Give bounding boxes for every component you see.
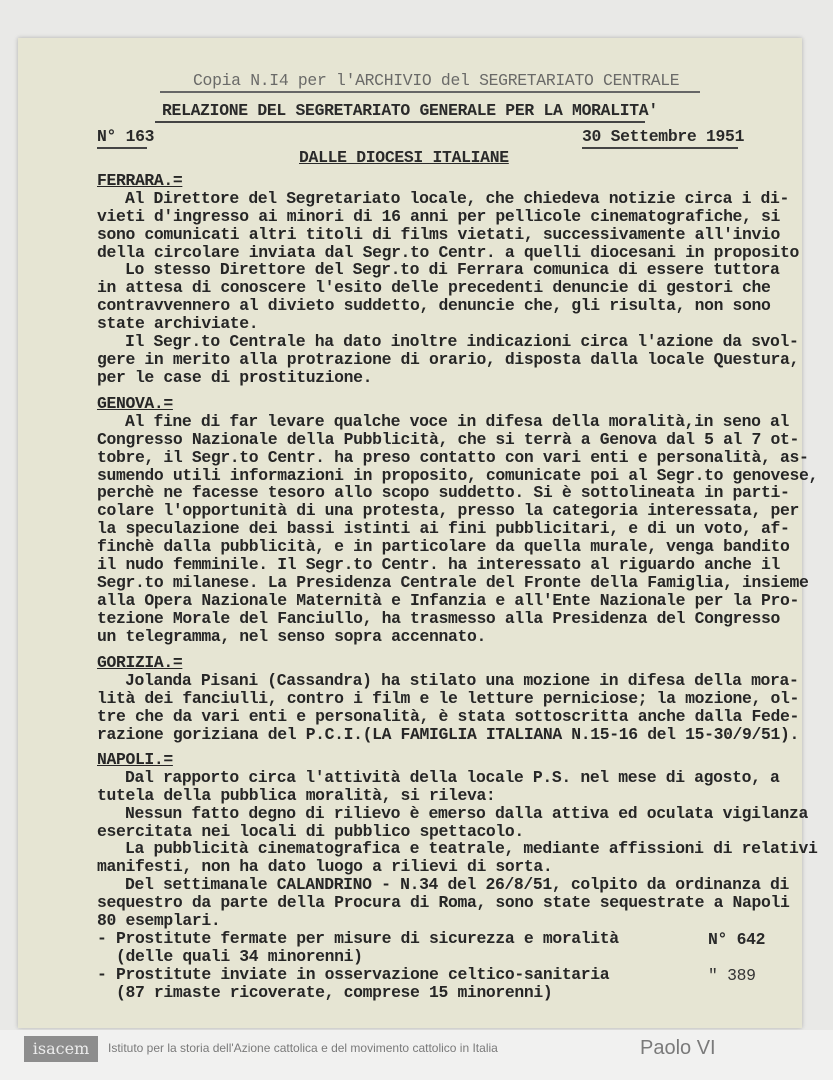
- text-line: contravvennero al divieto suddetto, denuncie che, gli risulta, non sono: [97, 296, 771, 316]
- text-line: alla Opera Nazionale Maternità e Infanzia e all'Ente Nazionale per la Pro-: [97, 590, 799, 610]
- text-line: esercitata nei locali di pubblico spettacolo.: [97, 821, 524, 841]
- text-line: colare l'opportunità di una protesta, presso la categoria interessata, per: [97, 501, 799, 521]
- document-number: N° 163: [97, 127, 155, 146]
- text-line: Jolanda Pisani (Cassandra) ha stilato una mozione in difesa della mora-: [125, 670, 799, 690]
- text-line: - Prostitute inviate in osservazione celtico-sanitaria: [97, 964, 610, 984]
- text-line: state archiviate.: [97, 314, 259, 334]
- archive-logo: [24, 1036, 98, 1062]
- section-heading: NAPOLI.=: [97, 750, 173, 769]
- text-line: in attesa di conoscere l'esito delle precedenti denuncie di gestori che: [97, 278, 771, 298]
- text-line: gere in merito alla protrazione di orario, disposta dalla locale Questura,: [97, 349, 799, 369]
- section-heading: GENOVA.=: [97, 394, 173, 413]
- text-line: sumendo utili informazioni in proposito, comunicate poi al Segr.to genovese,: [97, 465, 818, 485]
- text-line: della circolare inviata dal Segr.to Centr. a quelli diocesani in proposito: [97, 242, 799, 262]
- figure-inviate: " 389: [708, 966, 756, 985]
- text-line: sono comunicati altri titoli di films vietati, successivamente all'invio: [97, 224, 780, 244]
- text-line: Il Segr.to Centrale ha dato inoltre indicazioni circa l'azione da svol-: [125, 332, 799, 352]
- text-line: (87 rimaste ricoverate, comprese 15 minorenni): [97, 982, 553, 1002]
- text-line: La pubblicità cinematografica e teatrale, mediante affissioni di relativi: [125, 839, 818, 859]
- text-line: 80 esemplari.: [97, 911, 221, 931]
- document-subtitle: DALLE DIOCESI ITALIANE: [299, 148, 509, 167]
- document-title: RELAZIONE DEL SEGRETARIATO GENERALE PER LA MORALITA': [162, 101, 658, 120]
- watermark-name: Paolo VI: [640, 1037, 716, 1059]
- text-line: vieti d'ingresso ai minori di 16 anni per pellicole cinematografiche, si: [97, 206, 780, 226]
- text-line: tre che da vari enti e personalità, è stata sottoscritta anche dalla Fede-: [97, 706, 799, 726]
- text-line: perchè ne facesse tesoro allo scopo suddetto. Si è sottolineata in parti-: [97, 483, 790, 503]
- text-line: - Prostitute fermate per misure di sicurezza e moralità: [97, 928, 619, 948]
- text-line: un telegramma, nel senso sopra accennato.: [97, 626, 486, 646]
- text-line: per le case di prostituzione.: [97, 367, 373, 387]
- number-rule: [97, 147, 147, 149]
- logo-letters: isacem: [32, 1039, 90, 1058]
- text-line: tobre, il Segr.to Centr. ha preso contatto con vari enti e personalità, as-: [97, 447, 809, 467]
- section-heading: FERRARA.=: [97, 171, 183, 190]
- text-line: tutela della pubblica moralità, si rileva:: [97, 785, 496, 805]
- document-date: 30 Settembre 1951: [582, 127, 745, 146]
- section-heading: GORIZIA.=: [97, 653, 183, 672]
- text-line: lità dei fanciulli, contro i film e le letture perniciose; la mozione, ol-: [97, 688, 799, 708]
- copy-line-rule: [160, 91, 700, 93]
- figure-fermate: N° 642: [708, 930, 766, 949]
- section-ferrara: [97, 172, 799, 387]
- text-line: tezione Morale del Fanciullo, ha trasmesso alla Presidenza del Congresso: [97, 608, 780, 628]
- text-line: il nudo femminile. Il Segr.to Centr. ha interessato al riguardo anche il: [97, 555, 780, 575]
- text-line: finchè dalla pubblicità, e in particolare da quella murale, venga bandito: [97, 537, 790, 557]
- section-gorizia: [97, 654, 799, 743]
- text-line: Congresso Nazionale della Pubblicità, che si terrà a Genova dal 5 al 7 ot-: [97, 429, 799, 449]
- text-line: Nessun fatto degno di rilievo è emerso dalla attiva ed oculata vigilanza: [125, 803, 808, 823]
- section-genova: [97, 395, 818, 645]
- text-line: Al fine di far levare qualche voce in difesa della moralità,in seno al: [125, 411, 790, 431]
- text-line: Segr.to milanese. La Presidenza Centrale del Fronte della Famiglia, insieme: [97, 572, 809, 592]
- copy-line: Copia N.I4 per l'ARCHIVIO del SEGRETARIATO CENTRALE: [193, 71, 680, 90]
- text-line: sequestro da parte della Procura di Roma, sono state sequestrate a Napoli: [97, 893, 790, 913]
- text-line: la speculazione dei bassi istinti ai fini pubblicitari, e di un voto, af-: [97, 519, 790, 539]
- title-rule: [155, 121, 645, 123]
- text-line: Dal rapporto circa l'attività della locale P.S. nel mese di agosto, a: [125, 767, 780, 787]
- date-rule: [582, 147, 738, 149]
- text-line: razione goriziana del P.C.I.(LA FAMIGLIA ITALIANA N.15-16 del 15-30/9/51).: [97, 724, 799, 744]
- text-line: Del settimanale CALANDRINO - N.34 del 26/8/51, colpito da ordinanza di: [125, 875, 790, 895]
- watermark-text: Istituto per la storia dell'Azione cattolica e del movimento cattolico in Italia: [108, 1041, 498, 1055]
- section-napoli: [97, 751, 817, 1001]
- text-line: Lo stesso Direttore del Segr.to di Ferrara comunica di essere tuttora: [125, 260, 780, 280]
- text-line: Al Direttore del Segretariato locale, che chiedeva notizie circa i di-: [125, 188, 790, 208]
- text-line: manifesti, non ha dato luogo a rilievi di sorta.: [97, 857, 553, 877]
- text-line: (delle quali 34 minorenni): [97, 946, 363, 966]
